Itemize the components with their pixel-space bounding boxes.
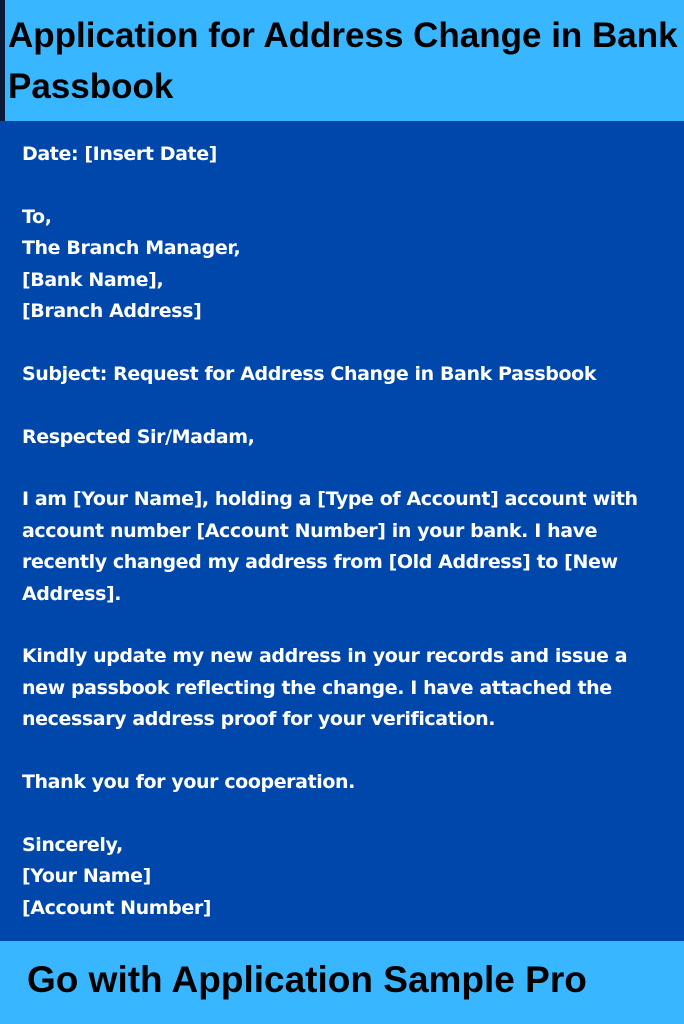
paragraph-account-details: I am [Your Name], holding a [Type of Account] account with account number [Account Number] in your bank. I have recently changed my address from [Old Address] to [New Address].	[22, 488, 638, 605]
signature-name: [Your Name]	[22, 865, 151, 888]
recipient-bank-name: [Bank Name],	[22, 268, 164, 291]
paragraph-request: Kindly update my new address in your records and issue a new passbook reflecting the change. I have attached the necessary address proof for your verification.	[22, 645, 628, 731]
subject-line: Subject: Request for Address Change in Bank Passbook	[22, 362, 597, 385]
closing: Sincerely,	[22, 833, 123, 856]
thanks-line: Thank you for your cooperation.	[22, 771, 355, 794]
salutation: Respected Sir/Madam,	[22, 425, 255, 448]
page-title: Application for Address Change in Bank Passbook	[8, 16, 678, 106]
recipient-branch-address: [Branch Address]	[22, 300, 202, 323]
signature-account: [Account Number]	[22, 896, 212, 919]
footer-text: Go with Application Sample Pro	[27, 959, 587, 1000]
footer-banner	[0, 941, 684, 1024]
recipient-to: To,	[22, 205, 52, 228]
recipient-title: The Branch Manager,	[22, 237, 241, 260]
date-line: Date: [Insert Date]	[22, 143, 217, 165]
letter-panel	[0, 121, 684, 941]
letter-body	[22, 139, 662, 924]
header-banner	[0, 0, 684, 121]
